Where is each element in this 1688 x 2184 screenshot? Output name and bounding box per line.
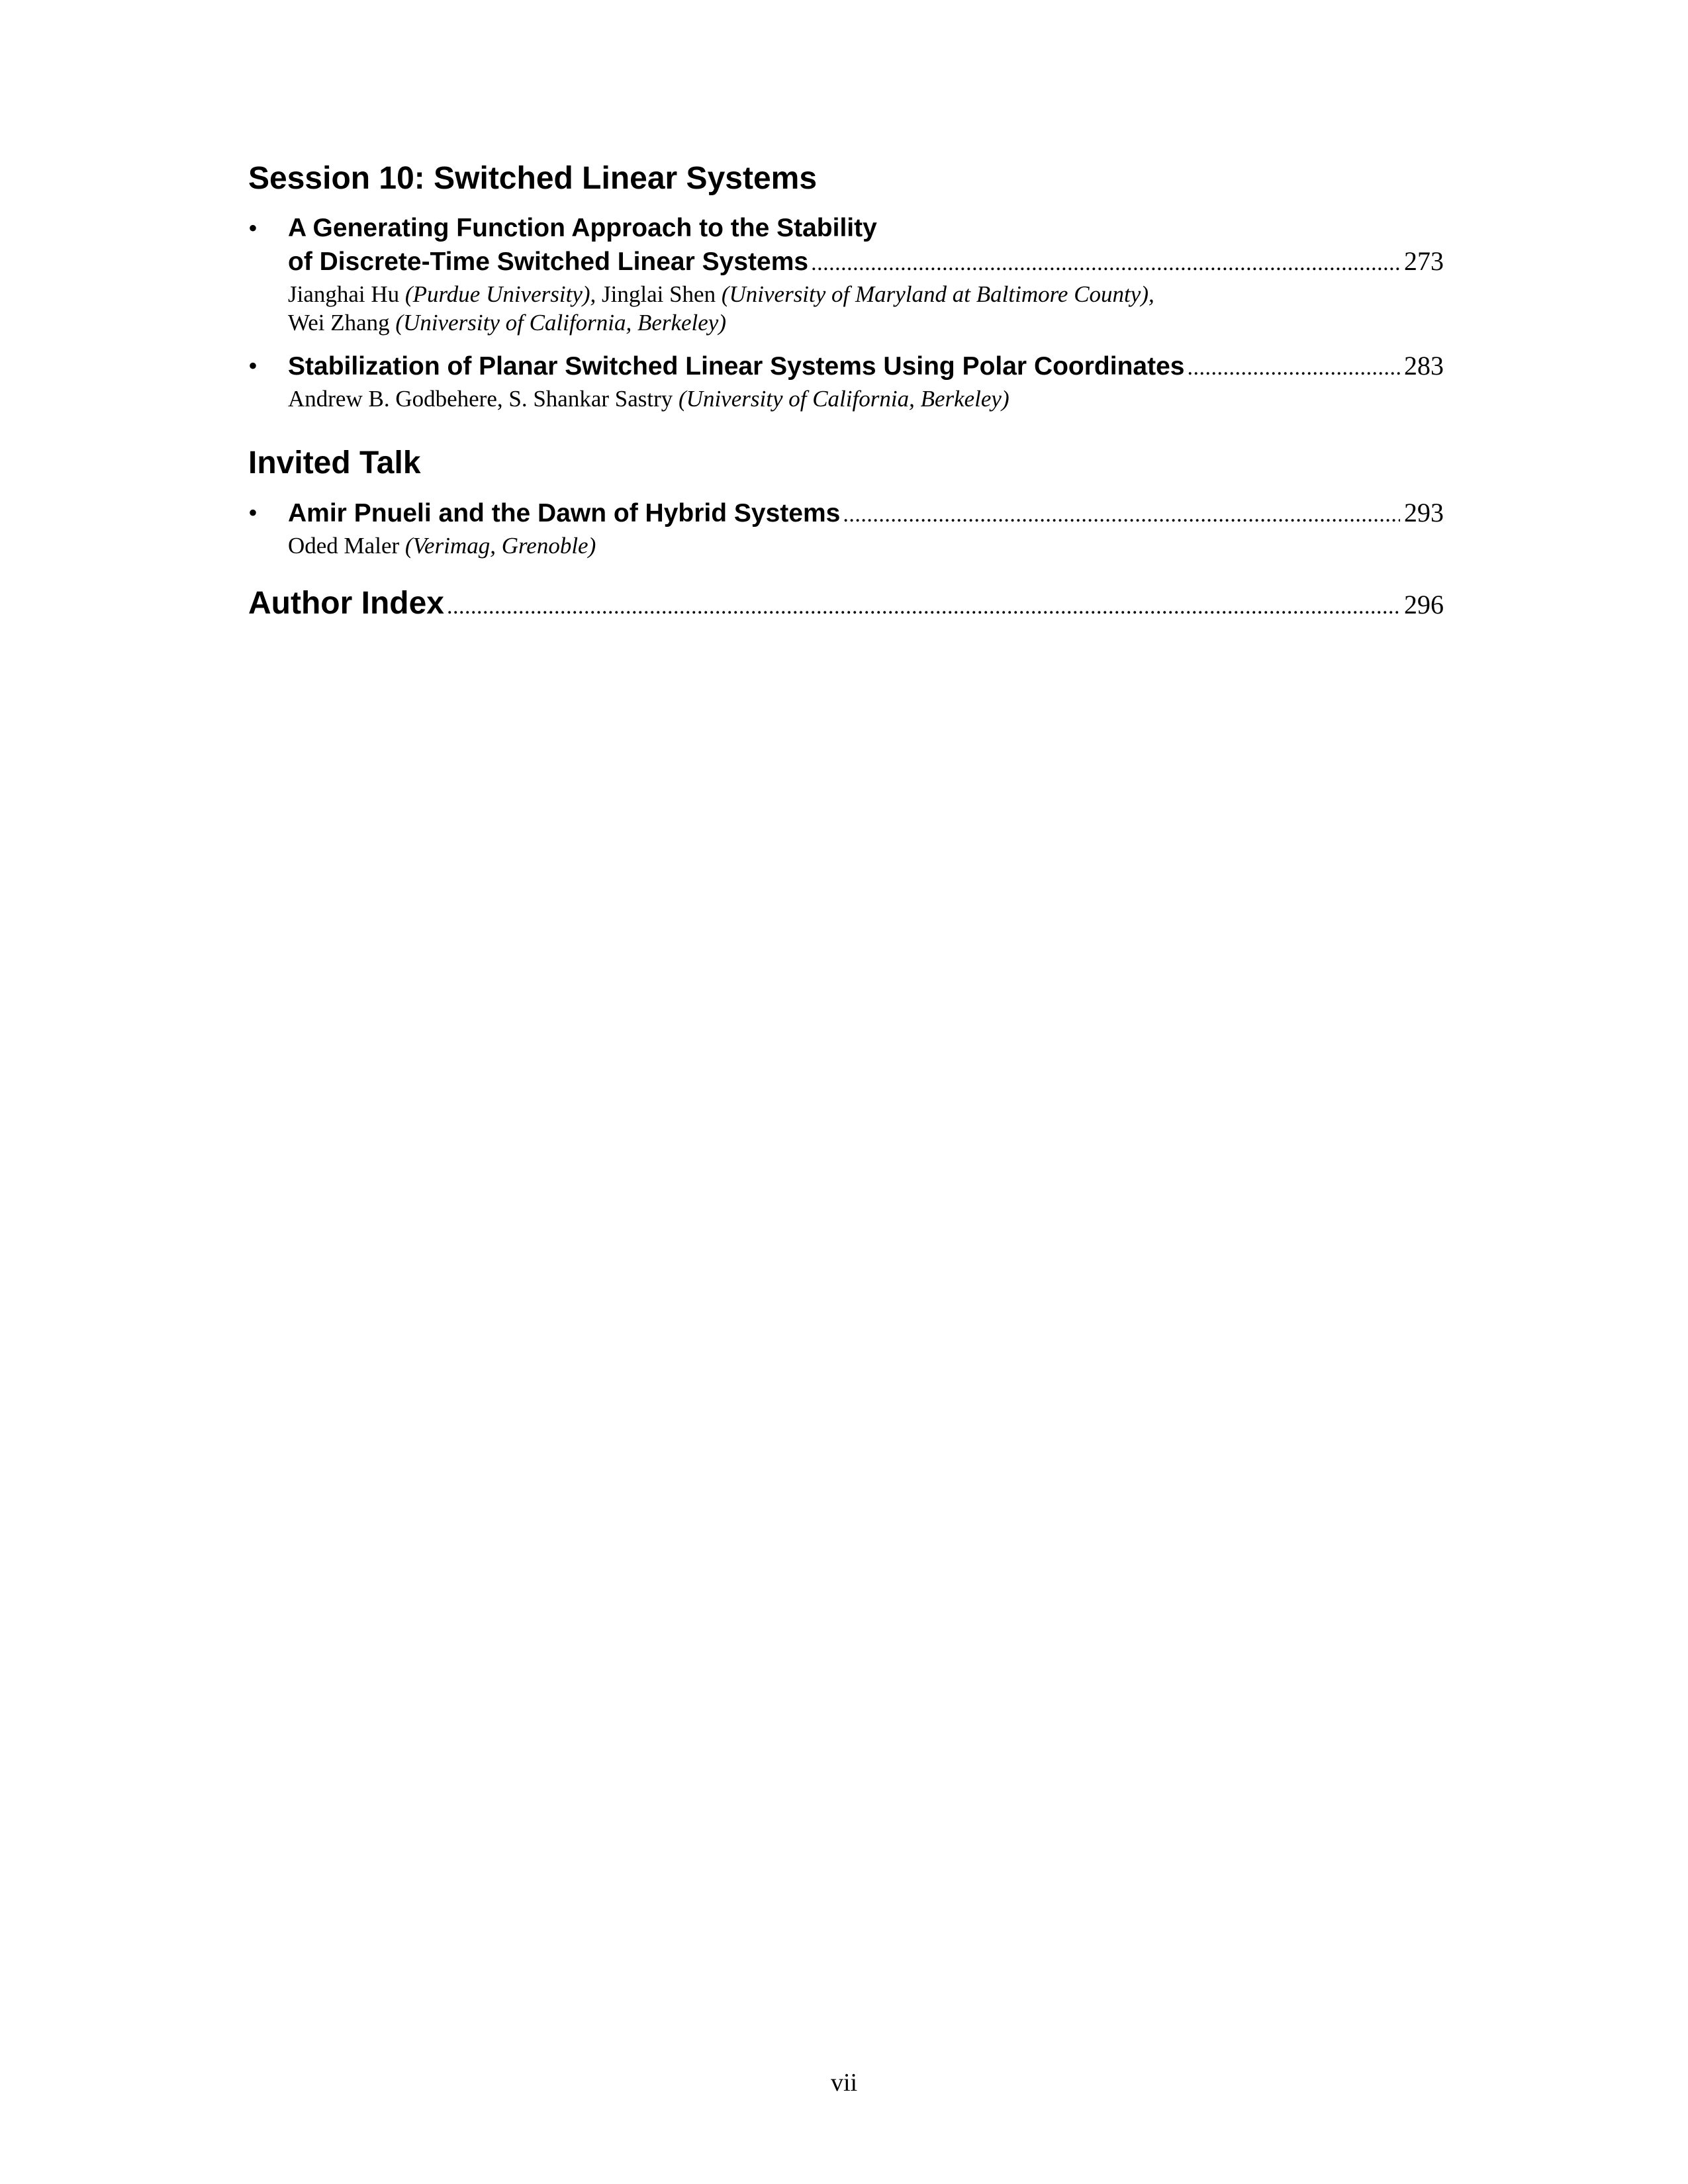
author-name: Jinglai Shen bbox=[596, 281, 722, 307]
footer-page-number: vii bbox=[830, 2069, 858, 2097]
entry-authors-line bbox=[288, 280, 1444, 308]
author-index-label: Author Index bbox=[248, 586, 444, 621]
leader-dots bbox=[1187, 351, 1400, 385]
section-heading-session-10: Session 10: Switched Linear Systems bbox=[248, 161, 818, 196]
author-affiliation: (University of Maryland at Baltimore County), bbox=[721, 281, 1154, 307]
section-heading-invited-talk: Invited Talk bbox=[248, 445, 421, 480]
author-name: Andrew B. Godbehere, S. Shankar Sastry bbox=[288, 386, 679, 412]
toc-entry-author-index[interactable] bbox=[248, 585, 1444, 621]
entry-title-line-1 bbox=[288, 496, 1444, 531]
entry-page-number[interactable]: 296 bbox=[1404, 590, 1444, 619]
entry-authors-line bbox=[288, 531, 1444, 560]
entry-page-number[interactable]: 273 bbox=[1404, 246, 1444, 276]
entry-page-number[interactable]: 283 bbox=[1404, 351, 1444, 381]
entry-title-line-1 bbox=[288, 349, 1444, 385]
entry-authors-line bbox=[288, 385, 1444, 413]
entry-title-text: of Discrete-Time Switched Linear Systems bbox=[288, 248, 809, 276]
entry-title-text: Stabilization of Planar Switched Linear Systems Using Polar Coordinates bbox=[288, 352, 1185, 381]
author-affiliation: (University of California, Berkeley) bbox=[395, 310, 726, 336]
leader-dots bbox=[447, 594, 1400, 619]
author-name: Wei Zhang bbox=[288, 310, 396, 336]
leader-dots bbox=[843, 498, 1400, 531]
author-affiliation: (Verimag, Grenoble) bbox=[404, 533, 596, 559]
author-name: Jianghai Hu bbox=[288, 281, 405, 307]
author-affiliation: (University of California, Berkeley) bbox=[679, 386, 1009, 412]
bullet-icon: • bbox=[248, 213, 258, 243]
entry-title-line-2 bbox=[288, 245, 1444, 280]
entry-title-line-1: A Generating Function Approach to the Stability bbox=[288, 214, 877, 242]
entry-page-number[interactable]: 293 bbox=[1404, 498, 1444, 527]
entry-title-text: Amir Pnueli and the Dawn of Hybrid Systems bbox=[288, 499, 841, 527]
bullet-icon: • bbox=[248, 351, 258, 381]
author-name: Oded Maler bbox=[288, 533, 405, 559]
leader-dots bbox=[811, 247, 1400, 280]
bullet-icon: • bbox=[248, 498, 258, 527]
entry-authors-line bbox=[288, 308, 1444, 337]
author-affiliation: (Purdue University), bbox=[404, 281, 596, 307]
